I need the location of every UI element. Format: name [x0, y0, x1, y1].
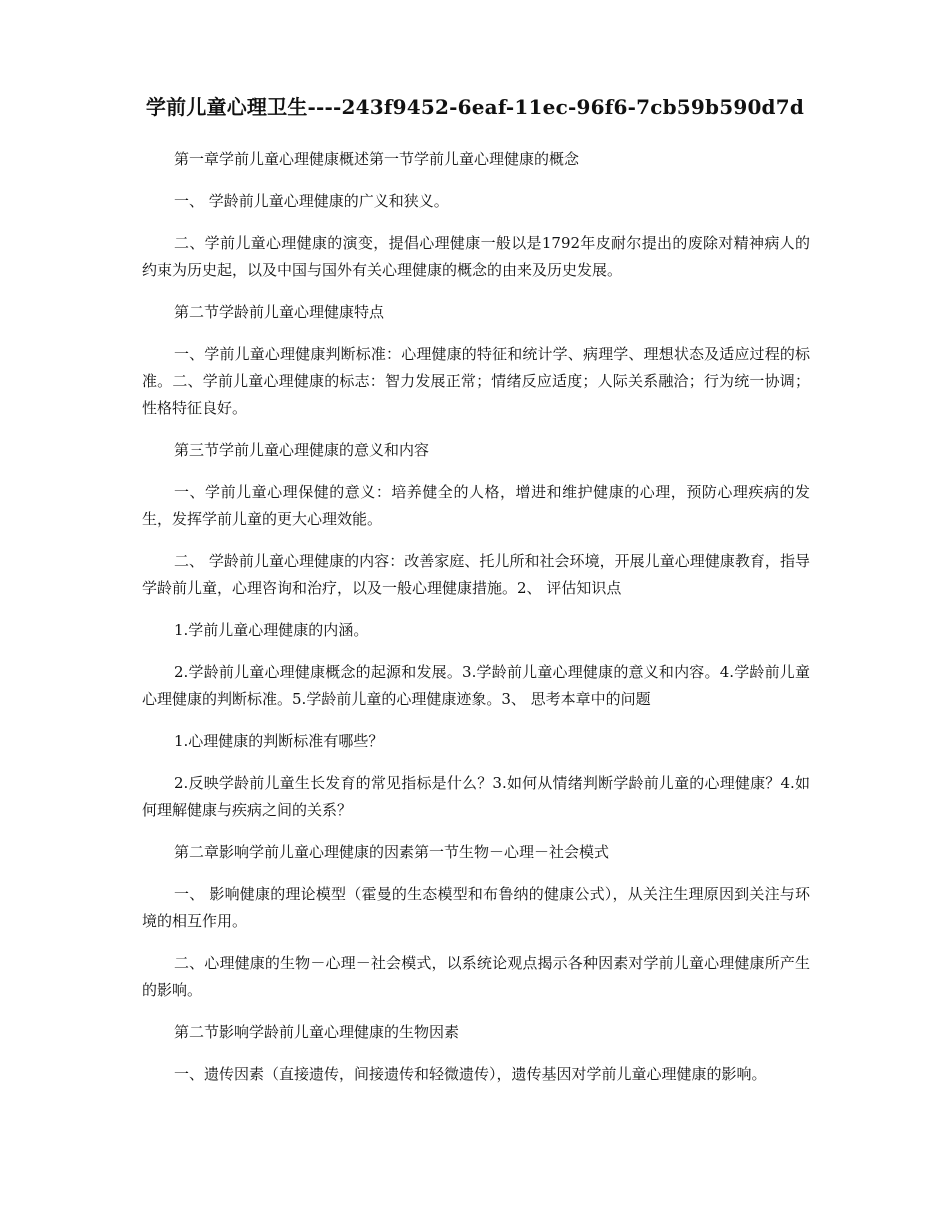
paragraph: 二、 学龄前儿童心理健康的内容：改善家庭、托儿所和社会环境，开展儿童心理健康教育，指导学龄前儿童，心理咨询和治疗，以及一般心理健康措施。2、 评估知识点	[142, 552, 810, 597]
paragraph: 2.反映学龄前儿童生长发育的常见指标是什么？3.如何从情绪判断学龄前儿童的心理健康？4.如何理解健康与疾病之间的关系？	[142, 774, 810, 819]
list-item: 1.学前儿童心理健康的内涵。	[174, 621, 369, 639]
paragraph-chapter1-heading: 第一章学前儿童心理健康概述第一节学前儿童心理健康的概念	[174, 150, 580, 168]
paragraph: 一、学前儿童心理保健的意义：培养健全的人格，增进和维护健康的心理，预防心理疾病的发生，发挥学前儿童的更大心理效能。	[142, 483, 810, 528]
section-heading: 第二节影响学龄前儿童心理健康的生物因素	[174, 1023, 460, 1041]
paragraph: 2.学龄前儿童心理健康概念的起源和发展。3.学龄前儿童心理健康的意义和内容。4.学龄前儿童心理健康的判断标准。5.学龄前儿童的心理健康迹象。3、 思考本章中的问题	[142, 663, 810, 708]
paragraph: 二、学前儿童心理健康的演变，提倡心理健康一般以是1792年皮耐尔提出的废除对精神病人的约束为历史起，以及中国与国外有关心理健康的概念的由来及历史发展。	[142, 234, 810, 279]
paragraph: 一、学前儿童心理健康判断标准：心理健康的特征和统计学、病理学、理想状态及适应过程的标准。二、学前儿童心理健康的标志：智力发展正常；情绪反应适度；人际关系融洽；行为统一协调；性格特征良好。	[142, 345, 810, 417]
section-heading: 第二节学龄前儿童心理健康特点	[174, 303, 385, 321]
paragraph: 二、心理健康的生物－心理－社会模式，以系统论观点揭示各种因素对学前儿童心理健康所产生的影响。	[142, 954, 810, 999]
document-body	[142, 146, 810, 1103]
paragraph: 一、 学龄前儿童心理健康的广义和狭义。	[174, 192, 449, 210]
paragraph: 一、 影响健康的理论模型（霍曼的生态模型和布鲁纳的健康公式），从关注生理原因到关注与环境的相互作用。	[142, 885, 810, 930]
paragraph-chapter2-heading: 第二章影响学前儿童心理健康的因素第一节生物－心理－社会模式	[174, 843, 610, 861]
paragraph: 一、遗传因素（直接遗传，间接遗传和轻微遗传），遗传基因对学前儿童心理健康的影响。	[174, 1065, 767, 1083]
list-item: 1.心理健康的判断标准有哪些？	[174, 732, 384, 750]
section-heading: 第三节学前儿童心理健康的意义和内容	[174, 441, 430, 459]
document-title: 学前儿童心理卫生----243f9452-6eaf-11ec-96f6-7cb59b590d7d	[145, 95, 805, 119]
